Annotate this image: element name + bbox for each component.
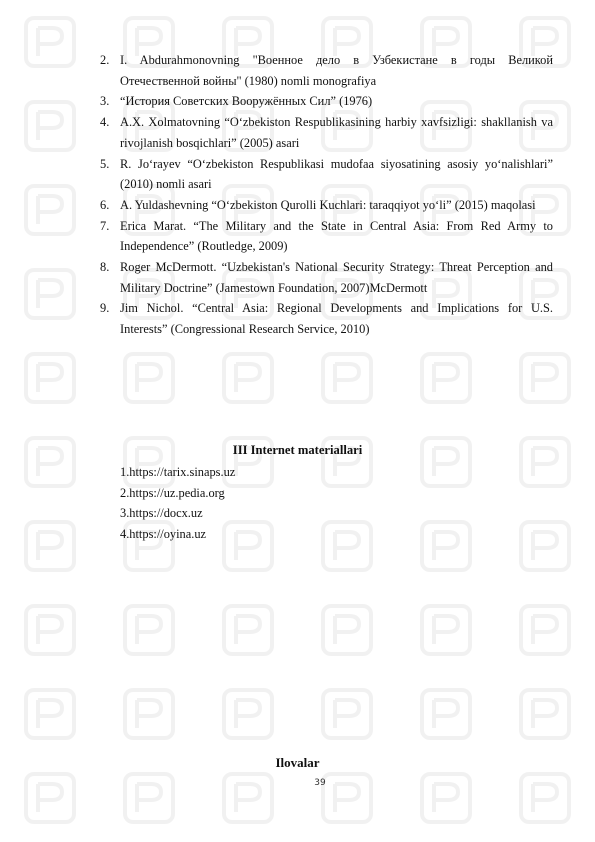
references-list: [100, 50, 553, 340]
internet-link[interactable]: 2.https://uz.pedia.org: [120, 485, 225, 500]
watermark-tile: [0, 0, 99, 84]
reference-text: R. Jo‘rayev “O‘zbekiston Respublikasi mudofaa siyosatining asosiy yo‘nalishlari” (2010) nomli asari: [120, 156, 553, 192]
watermark-tile: [0, 84, 99, 168]
watermark-tile: [0, 168, 99, 252]
reference-text: Roger McDermott. “Uzbekistan's National Security Strategy: Threat Perception and Military Doctrine” (Jamestown Foundation, 2007)McDermott: [120, 260, 553, 295]
reference-text: A. Yuldashevning “O‘zbekiston Qurolli Kuchlari: taraqqiyot yo‘li” (2015) maqolasi: [120, 197, 536, 212]
watermark-tile: [297, 672, 396, 756]
reference-number: 8.: [100, 260, 110, 275]
reference-item: [100, 91, 553, 112]
appendix-title: Ilovalar: [275, 755, 320, 770]
watermark-tile: [396, 336, 495, 420]
reference-item: [100, 112, 553, 153]
reference-item: [100, 154, 553, 195]
watermark-tile: [297, 420, 396, 504]
internet-materials-heading: III Internet materiallari: [232, 443, 363, 457]
watermark-tile: [0, 252, 99, 336]
reference-number: 3.: [100, 94, 110, 109]
watermark-tile: [495, 588, 594, 672]
watermark-tile: [495, 672, 594, 756]
watermark-tile: [495, 336, 594, 420]
watermark-tile: [198, 336, 297, 420]
watermark-tile: [396, 504, 495, 588]
watermark-tile: [297, 504, 396, 588]
watermark-tile: [0, 588, 99, 672]
watermark-tile: [495, 420, 594, 504]
internet-link[interactable]: 1.https://tarix.sinaps.uz: [120, 465, 236, 479]
watermark-tile: [297, 588, 396, 672]
reference-number: 9.: [100, 301, 110, 316]
watermark-tile: [297, 336, 396, 420]
watermark-tile: [396, 672, 495, 756]
reference-item: [100, 195, 553, 216]
internet-links-list: [120, 462, 235, 544]
reference-item: [100, 216, 553, 257]
watermark-tile: [495, 504, 594, 588]
reference-number: 2.: [100, 53, 110, 67]
internet-link[interactable]: 3.https://docx.uz: [120, 506, 203, 520]
reference-text: I. Abdurahmonovning "Военное дело в Узбекистане в годы Великой Отечественной войны" (1980) nomli monografiya: [120, 53, 553, 88]
reference-number: 6.: [100, 197, 110, 212]
reference-number: 7.: [100, 218, 110, 233]
reference-text: A.X. Xolmatovning “O‘zbekiston Respublikasining harbiy xavfsizligi: shakllanish va rivojlanish bosqichlari” (2005) asari: [120, 115, 553, 150]
watermark-tile: [0, 420, 99, 504]
watermark-tile: [99, 588, 198, 672]
watermark-tile: [99, 672, 198, 756]
watermark-tile: [198, 588, 297, 672]
reference-number: 4.: [100, 115, 110, 130]
reference-text: Erica Marat. “The Military and the State in Central Asia: From Red Army to Independence” (Routledge, 2009): [120, 218, 553, 254]
reference-text: “История Советских Вооружённых Сил” (1976): [120, 94, 373, 109]
watermark-tile: [198, 672, 297, 756]
watermark-tile: [99, 336, 198, 420]
internet-link[interactable]: 4.https://oyina.uz: [120, 526, 207, 541]
reference-item: [100, 50, 553, 91]
watermark-tile: [0, 336, 99, 420]
watermark-tile: [396, 420, 495, 504]
reference-text: Jim Nichol. “Central Asia: Regional Developments and Implications for U.S. Interests” (Congressional Research Service, 2010): [120, 301, 553, 337]
watermark-tile: [396, 588, 495, 672]
reference-number: 5.: [100, 156, 110, 171]
page-number: 39: [314, 778, 326, 788]
reference-item: [100, 298, 553, 339]
watermark-tile: [0, 672, 99, 756]
reference-item: [100, 257, 553, 298]
watermark-tile: [0, 504, 99, 588]
